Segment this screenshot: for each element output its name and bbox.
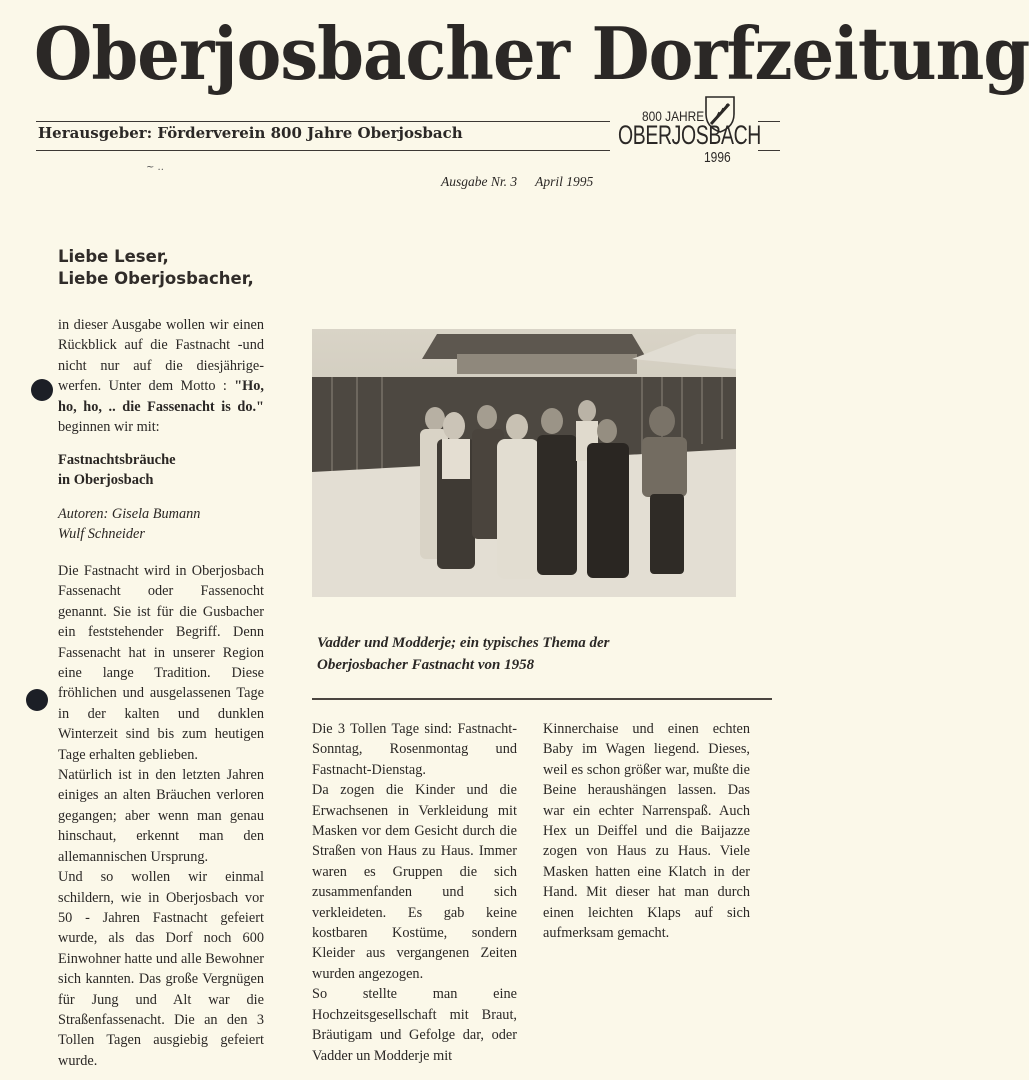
issue-date: April 1995 bbox=[535, 174, 594, 189]
publisher-line: Herausgeber: Förderverein 800 Jahre Oberjosbach bbox=[38, 124, 463, 142]
carnival-photo bbox=[312, 329, 736, 597]
greeting-line-1: Liebe Leser, bbox=[58, 247, 169, 266]
authors-line-2: Wulf Schneider bbox=[58, 526, 145, 542]
paragraph: Da zogen die Kinder und die Erwachsenen in Verkleidung mit Masken vor dem Gesicht durch die Straßen von Haus zu Haus. Immer waren es Gruppen die sich zusammenfanden und sich verkleideten. Es gab keine kostbaren Kostüme, sondern Kleider aus vergangenen Zeiten wurden angezogen. bbox=[312, 782, 517, 982]
jubilee-logo bbox=[615, 92, 761, 172]
punch-hole-bottom bbox=[26, 689, 48, 711]
paragraph: Kinnerchaise und einen echten Baby im Wagen liegend. Dieses, weil es schon größer war, mußte die Beine heraushängen lassen. Das war ein echter Narrenspaß. Auch Hex un Deiffel und die Baijazze zogen von Haus zu Haus. Viele Masken hatten eine Klatch in der Hand. Mit dieser hat man durch einen leichten Klaps auf sich aufmerksam gemacht. bbox=[543, 721, 750, 942]
caption-line-2: Oberjosbacher Fastnacht von 1958 bbox=[317, 657, 535, 673]
issue-info bbox=[441, 174, 593, 190]
photo-image bbox=[312, 329, 736, 597]
paragraph: So stellte man eine Hochzeitsgesellschaft mit Braut, Bräutigam und Gefolge dar, oder Vadder un Modderje mit bbox=[312, 986, 517, 1064]
issue-number: Ausgabe Nr. 3 bbox=[441, 174, 518, 189]
paragraph: Die 3 Tollen Tage sind: Fastnacht-Sonntag, Rosenmontag und Fastnacht-Dienstag. bbox=[312, 721, 517, 778]
punch-hole-top bbox=[31, 379, 53, 401]
masthead-title: Oberjosbacher Dorfzeitung bbox=[34, 11, 1029, 96]
intro-text-end: beginnen wir mit: bbox=[58, 419, 160, 436]
logo-year: 1996 bbox=[704, 149, 731, 166]
motto: "Ho, ho, ho, .. die Fassenacht is do." bbox=[58, 378, 264, 415]
article-title bbox=[58, 450, 278, 490]
article-title-line-2: in Oberjosbach bbox=[58, 472, 154, 488]
article-column-right bbox=[543, 719, 750, 943]
greeting-line-2: Liebe Oberjosbacher, bbox=[58, 269, 254, 288]
photo-caption bbox=[317, 632, 757, 676]
article-authors bbox=[58, 504, 278, 544]
print-smudge: ~ .. bbox=[146, 162, 164, 173]
masthead-rule-top-right bbox=[758, 121, 780, 122]
article-column-middle bbox=[312, 719, 517, 1066]
article-column-left bbox=[58, 561, 264, 1071]
caption-divider bbox=[312, 698, 772, 700]
article-title-line-1: Fastnachtsbräuche bbox=[58, 452, 176, 468]
logo-line2: OBERJOSBACH bbox=[618, 120, 761, 150]
masthead-rule-bottom-right bbox=[758, 150, 780, 151]
paragraph: Die Fastnacht wird in Oberjosbach Fassenacht oder Fassenocht genannt. Sie ist für die Gusbacher ein feststehender Begriff. Denn Fassenacht hat in unserer Region eine lange Tradition. Diese fröhlichen und ausgelassenen Tage in der kalten und dunklen Winterzeit sind bis zum heutigen Tage erhalten geblieben. bbox=[58, 563, 264, 763]
masthead-rule-bottom bbox=[36, 150, 610, 151]
paragraph: Natürlich ist in den letzten Jahren einiges an alten Bräuchen verloren gegangen; aber wenn man genau hinschaut, erkennt man den allemannischen Ursprung. bbox=[58, 767, 264, 865]
intro-text: in dieser Ausgabe wollen wir einen Rückblick auf die Fastnacht -und nicht nur auf die diesjährige- werfen. Unter dem Motto : bbox=[58, 317, 264, 395]
paragraph: Und so wollen wir einmal schildern, wie in Oberjosbach vor 50 - Jahren Fastnacht gefeiert wurde, als das Dorf noch 600 Einwohner hatte und alle Bewohner sich kannten. Das große Vergnügen für Jung und Alt war die Straßenfassenacht. Die an den 3 Tollen Tagen ausgiebig gefeiert wurde. bbox=[58, 869, 264, 1069]
intro-paragraph bbox=[58, 315, 264, 437]
caption-line-1: Vadder und Modderje; ein typisches Thema der bbox=[317, 635, 610, 651]
logo-line1: 800 JAHRE bbox=[642, 108, 705, 124]
greeting bbox=[58, 246, 254, 290]
masthead-rule-top bbox=[36, 121, 610, 122]
authors-line-1: Autoren: Gisela Bumann bbox=[58, 506, 201, 522]
